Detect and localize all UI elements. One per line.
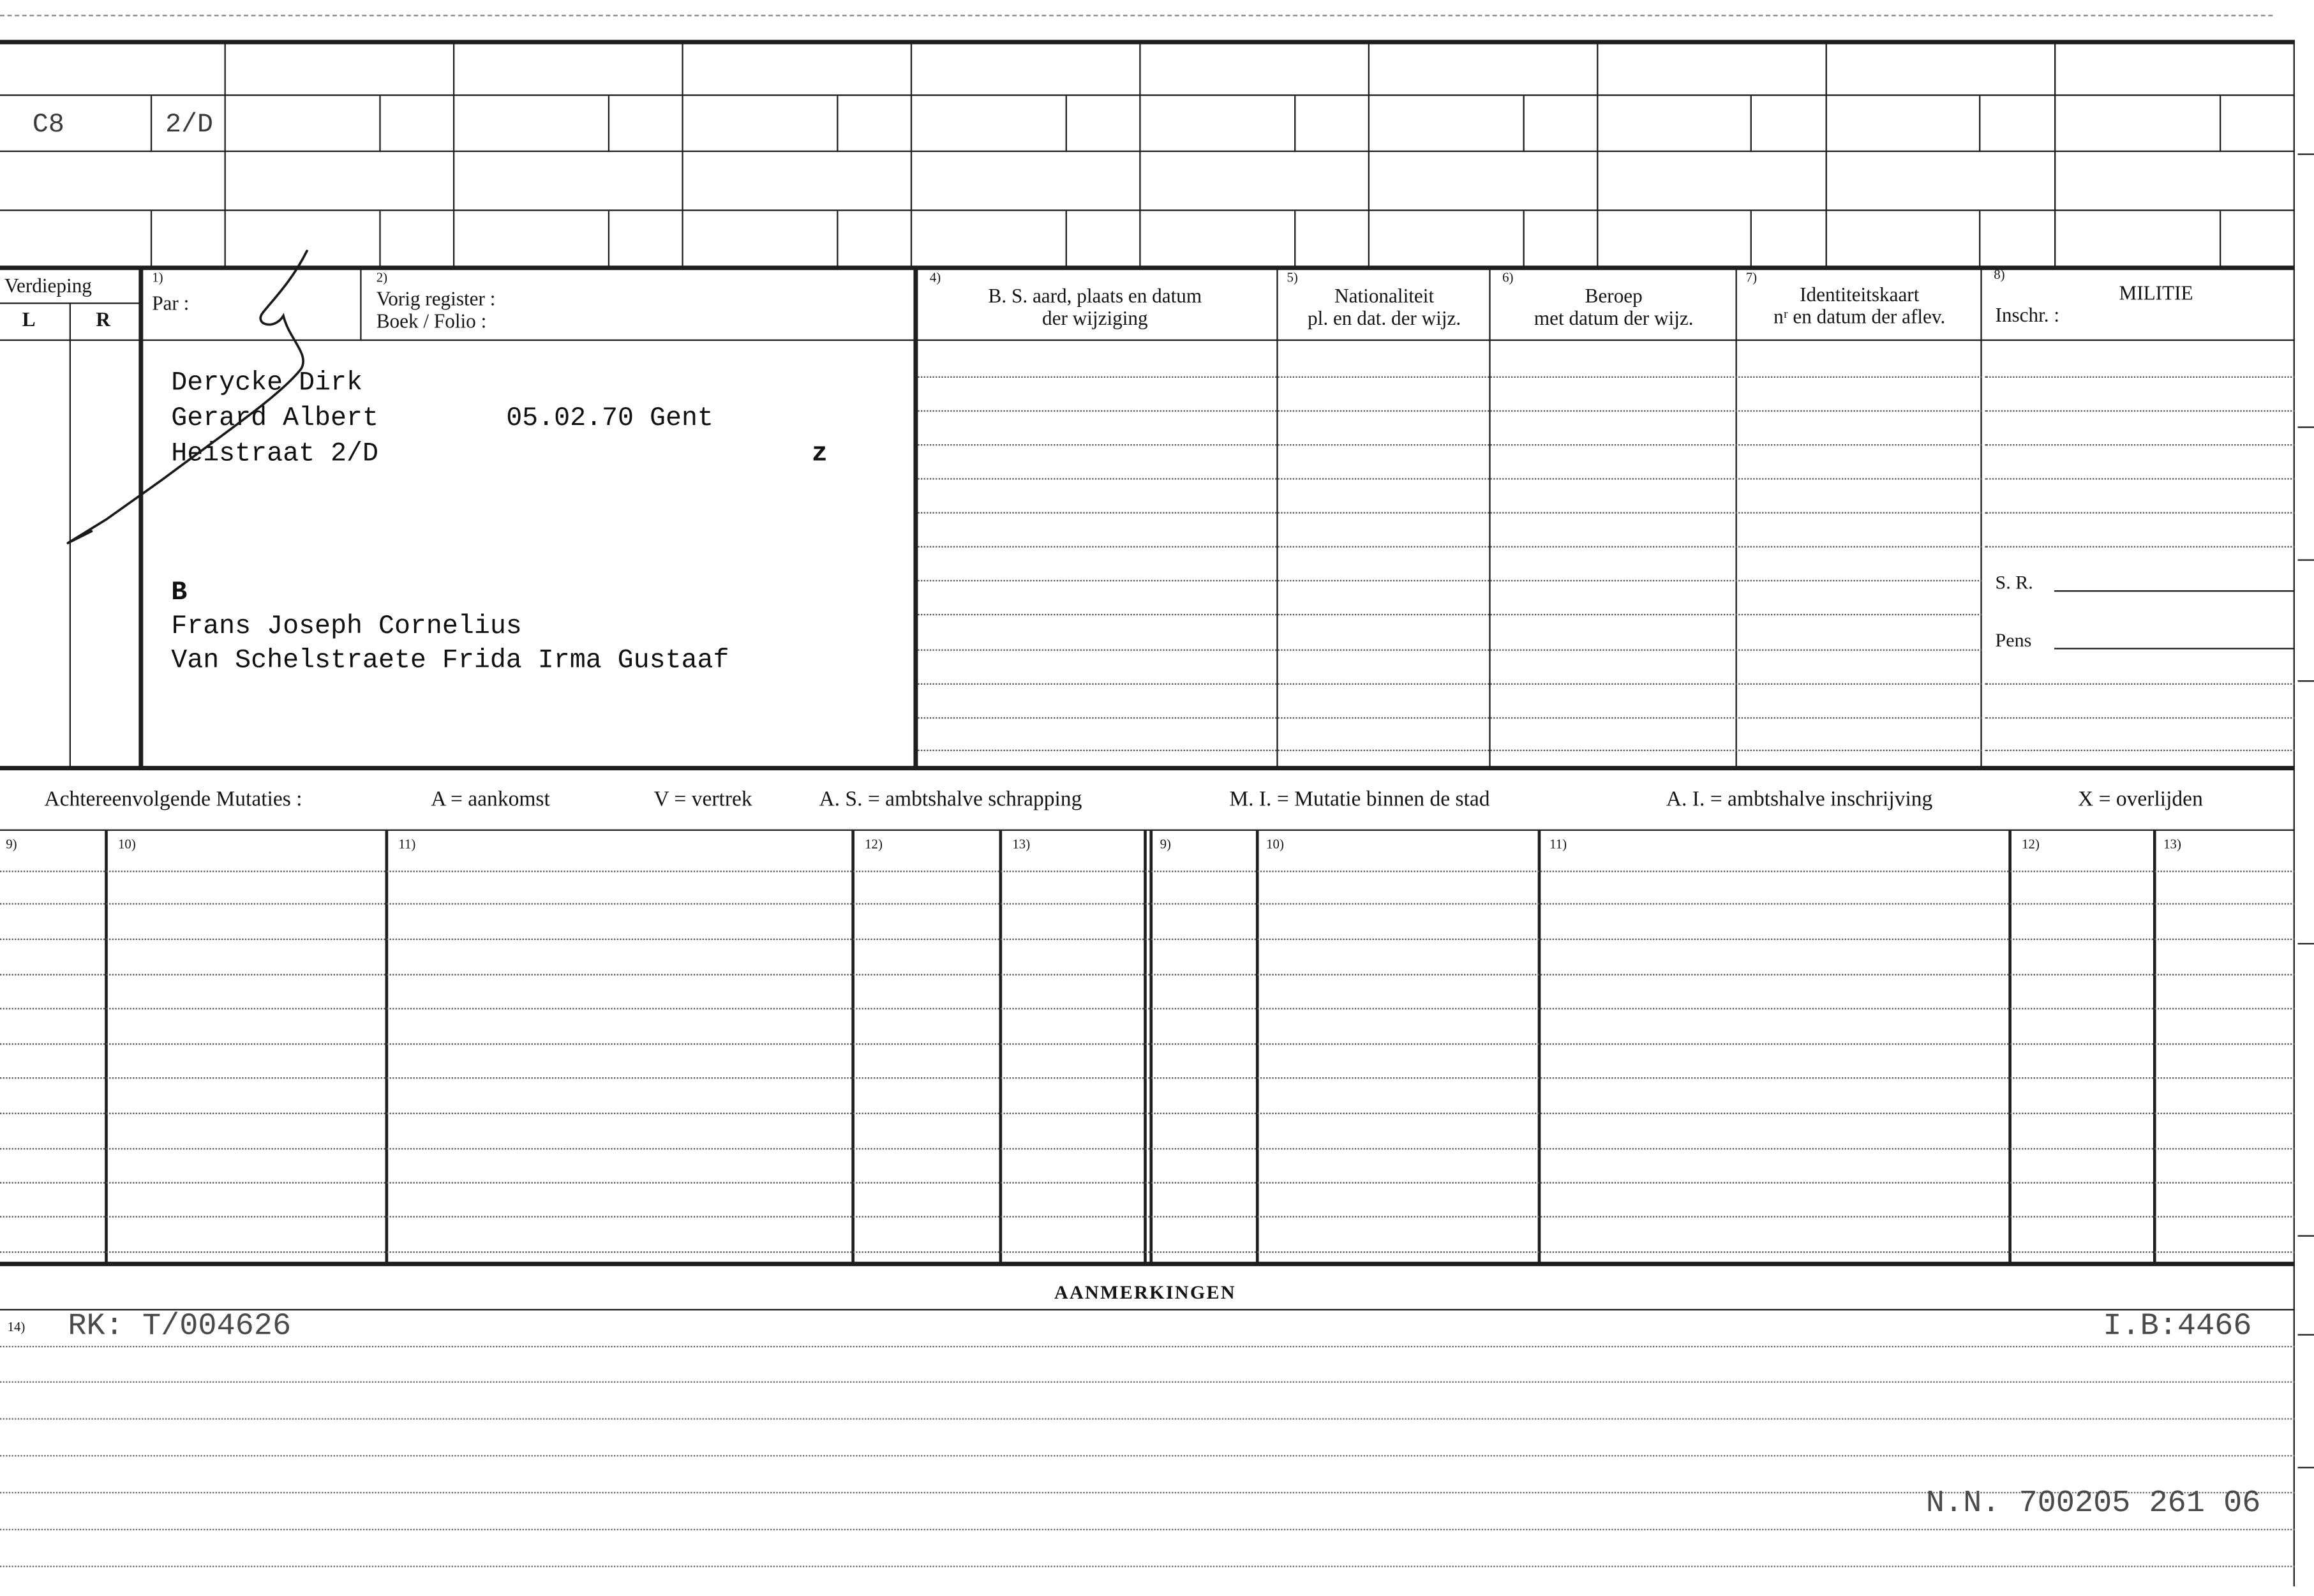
horizontal-rule	[0, 265, 2295, 269]
remarks-heading: AANMERKINGEN	[1054, 1281, 1236, 1303]
person-name: Derycke Dirk	[171, 369, 363, 399]
horizontal-rule	[2298, 1235, 2314, 1237]
vertical-rule	[1066, 96, 1068, 152]
dotted-rule	[0, 1112, 2295, 1113]
col4-heading-line2: der wijziging	[1042, 307, 1148, 329]
vorig-register-label: Vorig register :	[376, 287, 496, 310]
col6-heading-line2: met datum der wijz.	[1534, 307, 1694, 329]
sr-label: S. R.	[1995, 571, 2033, 593]
dotted-rule	[918, 749, 1982, 750]
col5-heading-line1: Nationaliteit	[1334, 285, 1435, 307]
vertical-rule	[1751, 211, 1752, 267]
vertical-rule	[913, 267, 917, 768]
dotted-rule	[0, 1417, 2295, 1419]
horizontal-rule	[2298, 1334, 2314, 1336]
horizontal-rule	[0, 151, 2295, 152]
vertical-rule	[851, 831, 855, 1264]
vertical-rule	[2055, 41, 2056, 267]
lower-right-col9: 9)	[1160, 837, 1171, 852]
vertical-rule	[1981, 267, 1982, 768]
dotted-rule	[0, 1345, 2295, 1346]
dotted-rule	[0, 1181, 2295, 1182]
dotted-rule	[0, 1251, 2295, 1252]
vertical-rule	[2008, 831, 2012, 1264]
mutation-aankomst: A = aankomst	[431, 787, 550, 812]
mutation-ambtshalve-schrapping: A. S. = ambtshalve schrapping	[819, 787, 1082, 812]
vertical-rule	[1295, 211, 1296, 267]
dotted-rule	[0, 902, 2295, 904]
vertical-rule	[1489, 267, 1491, 768]
horizontal-rule	[2298, 681, 2314, 682]
horizontal-rule	[0, 14, 2273, 15]
vertical-rule	[2294, 41, 2295, 1586]
dotted-rule	[0, 1565, 2295, 1566]
dotted-rule	[0, 1043, 2295, 1044]
mutation-binnen-stad: M. I. = Mutatie binnen de stad	[1229, 787, 1490, 812]
lower-right-col12: 12)	[2022, 837, 2040, 852]
verdieping-right-label: R	[96, 308, 110, 331]
dotted-rule	[1985, 545, 2295, 546]
dotted-rule	[918, 444, 1982, 445]
mutation-ambtshalve-inschrijving: A. I. = ambtshalve inschrijving	[1666, 787, 1933, 812]
dotted-rule	[0, 1147, 2295, 1149]
vertical-rule	[1140, 41, 1141, 267]
lower-left-col10: 10)	[118, 837, 136, 852]
vertical-rule	[385, 831, 389, 1264]
lower-left-col13: 13)	[1012, 837, 1031, 852]
vertical-rule	[151, 211, 153, 267]
horizontal-rule	[0, 1261, 2295, 1265]
dotted-rule	[0, 1380, 2295, 1382]
horizontal-rule	[2298, 1467, 2314, 1468]
national-number: N.N. 700205 261 06	[1925, 1488, 2261, 1522]
dotted-rule	[918, 579, 1982, 581]
horizontal-rule	[0, 339, 2295, 341]
horizontal-rule	[0, 302, 140, 303]
vertical-rule	[911, 41, 912, 267]
person-mark: z	[811, 440, 828, 470]
dotted-rule	[918, 410, 1982, 411]
vertical-rule	[1149, 831, 1153, 1264]
dotted-rule	[0, 870, 2295, 871]
col7-number: 7)	[1745, 270, 1758, 285]
vertical-rule	[1736, 267, 1737, 768]
rk-number: RK: T/004626	[68, 1310, 292, 1345]
district-code: C8	[32, 110, 64, 140]
par-label: Par :	[152, 292, 190, 315]
horizontal-rule	[2298, 154, 2314, 155]
vertical-rule	[69, 302, 70, 767]
dotted-rule	[0, 973, 2295, 974]
vertical-rule	[1538, 831, 1541, 1264]
ib-number: I.B:4466	[2103, 1310, 2252, 1345]
vertical-rule	[1751, 96, 1752, 152]
vertical-rule	[1368, 41, 1370, 267]
mutations-title: Achtereenvolgende Mutaties :	[44, 787, 302, 812]
col4-number: 4)	[929, 270, 941, 285]
dotted-rule	[0, 1007, 2295, 1008]
vertical-rule	[225, 41, 226, 267]
dotted-rule	[1985, 477, 2295, 479]
lower-left-col11: 11)	[398, 837, 416, 852]
col1-number: 1)	[152, 270, 163, 285]
dotted-rule	[0, 938, 2295, 939]
mutation-vertrek: V = vertrek	[653, 787, 752, 812]
vertical-rule	[1256, 831, 1259, 1264]
lower-left-col12: 12)	[865, 837, 883, 852]
father-name: Frans Joseph Cornelius	[171, 612, 522, 642]
boek-folio-label: Boek / Folio :	[376, 310, 487, 332]
militie-heading: MILITIE	[2119, 281, 2193, 304]
col2-number: 2)	[376, 270, 388, 285]
dotted-rule	[1985, 717, 2295, 718]
dotted-rule	[918, 545, 1982, 546]
lower-right-col10: 10)	[1266, 837, 1284, 852]
col8-number: 8)	[1994, 267, 2005, 282]
house-number: 2/D	[165, 110, 213, 140]
vertical-rule	[1980, 96, 1981, 152]
vertical-rule	[151, 96, 153, 152]
vertical-rule	[1277, 267, 1278, 768]
vertical-rule	[2220, 211, 2221, 267]
vertical-rule	[2220, 96, 2221, 152]
dotted-rule	[1985, 410, 2295, 411]
horizontal-rule	[0, 1309, 2295, 1311]
col6-number: 6)	[1502, 270, 1514, 285]
vertical-rule	[1144, 831, 1147, 1264]
horizontal-rule	[0, 765, 2295, 770]
col5-heading-line2: pl. en dat. der wijz.	[1308, 307, 1461, 329]
vertical-rule	[1066, 211, 1068, 267]
vertical-rule	[1597, 41, 1599, 267]
dotted-rule	[1985, 683, 2295, 684]
person-given-names: Gerard Albert	[171, 404, 379, 434]
vertical-rule	[837, 211, 839, 267]
horizontal-rule	[2298, 943, 2314, 944]
vertical-rule	[609, 96, 610, 152]
vertical-rule	[2153, 831, 2156, 1264]
horizontal-rule	[0, 39, 2295, 43]
col7-heading-line2: nʳ en datum der aflev.	[1773, 305, 1946, 328]
horizontal-rule	[2298, 427, 2314, 428]
lower-right-col13: 13)	[2163, 837, 2181, 852]
vertical-rule	[837, 96, 839, 152]
horizontal-rule	[0, 210, 2295, 211]
vertical-rule	[1523, 211, 1525, 267]
lower-left-col9: 9)	[6, 837, 17, 852]
dotted-rule	[918, 376, 1982, 377]
dotted-rule	[1985, 444, 2295, 445]
horizontal-rule	[2054, 647, 2295, 648]
dotted-rule	[918, 613, 1982, 615]
dotted-rule	[918, 477, 1982, 479]
person-address: Heistraat 2/D	[171, 440, 379, 470]
col6-heading-line1: Beroep	[1585, 285, 1643, 307]
vertical-rule	[105, 831, 108, 1264]
parent-code: B	[171, 578, 188, 608]
mutation-overlijden: X = overlijden	[2078, 787, 2203, 812]
dotted-rule	[1985, 749, 2295, 750]
vertical-rule	[380, 211, 381, 267]
pens-label: Pens	[1995, 629, 2032, 651]
dotted-rule	[918, 683, 1982, 684]
vertical-rule	[609, 211, 610, 267]
col7-heading-line1: Identiteitskaart	[1800, 283, 1920, 306]
person-birth: 05.02.70 Gent	[506, 404, 713, 434]
vertical-rule	[454, 41, 455, 267]
dotted-rule	[0, 1528, 2295, 1530]
dotted-rule	[1985, 376, 2295, 377]
dotted-rule	[918, 717, 1982, 718]
col5-number: 5)	[1287, 270, 1298, 285]
lower-right-col11: 11)	[1549, 837, 1567, 852]
mother-name: Van Schelstraete Frida Irma Gustaaf	[171, 646, 729, 676]
verdieping-label: Verdieping	[4, 274, 92, 297]
horizontal-rule	[2054, 590, 2295, 591]
dotted-rule	[918, 648, 1982, 650]
horizontal-rule	[0, 830, 2295, 831]
remarks-number: 14)	[7, 1319, 26, 1334]
vertical-rule	[1295, 96, 1296, 152]
dotted-rule	[0, 1215, 2295, 1216]
vertical-rule	[380, 96, 381, 152]
dotted-rule	[0, 1454, 2295, 1456]
horizontal-rule	[2298, 560, 2314, 561]
vertical-rule	[1523, 96, 1525, 152]
vertical-rule	[1980, 211, 1981, 267]
dotted-rule	[918, 511, 1982, 512]
dotted-rule	[1985, 511, 2295, 512]
vertical-rule	[138, 267, 142, 768]
horizontal-rule	[0, 95, 2295, 96]
dotted-rule	[0, 1077, 2295, 1078]
vertical-rule	[682, 41, 683, 267]
vertical-rule	[999, 831, 1003, 1264]
inschr-label: Inschr. :	[1995, 304, 2060, 327]
vertical-rule	[361, 267, 362, 341]
vertical-rule	[1826, 41, 1827, 267]
col4-heading-line1: B. S. aard, plaats en datum	[988, 285, 1202, 307]
verdieping-left-label: L	[22, 308, 36, 331]
